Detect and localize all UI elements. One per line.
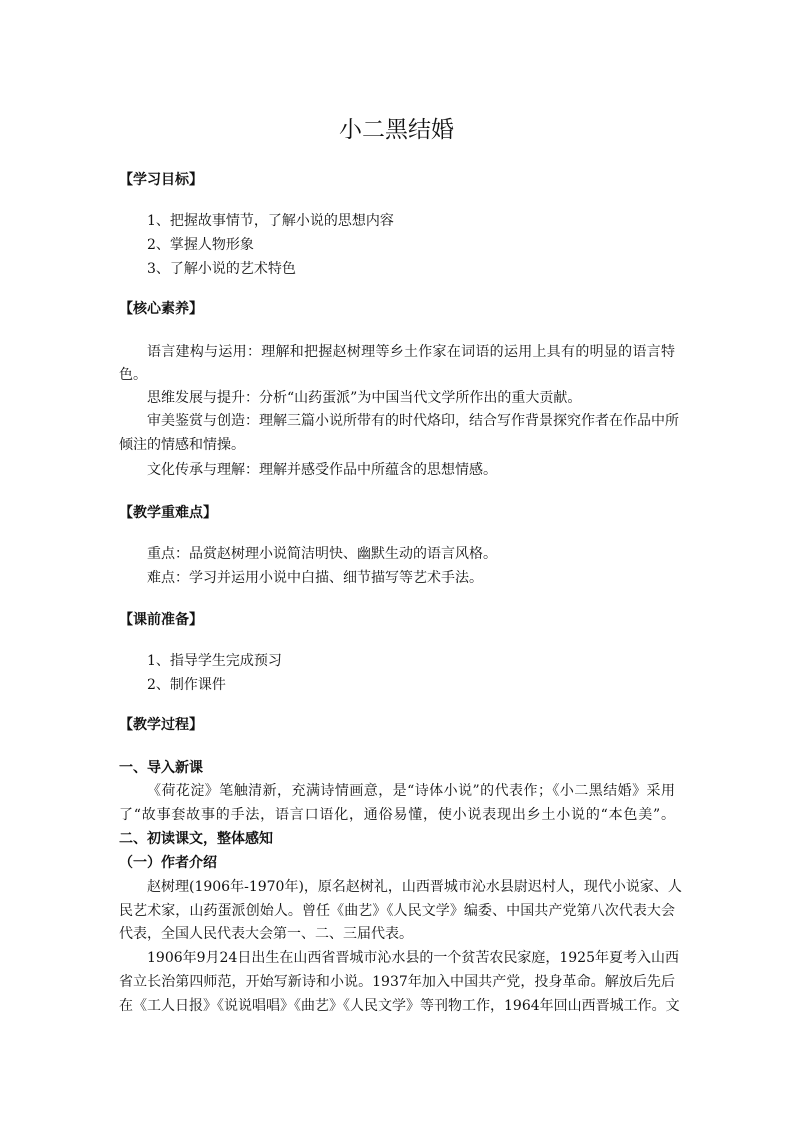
section-heading-core: 【核心素养】: [119, 301, 203, 317]
core-line: 倾注的情感和情操。: [119, 437, 245, 453]
goal-item: 3、了解小说的艺术特色: [147, 261, 296, 277]
goal-item: 2、掌握人物形象: [147, 237, 254, 253]
author-line: 代表，全国人民代表大会第一、二、三届代表。: [119, 926, 413, 942]
author-line: 在《工人日报》《说说唱唱》《曲艺》《人民文学》等刊物工作，1964年回山西晋城工作。文: [119, 998, 680, 1014]
intro-line: 《荷花淀》笔触清新，充满诗情画意，是“诗体小说”的代表作；《小二黑结婚》采用: [147, 783, 675, 799]
core-line: 思维发展与提升：分析“山药蛋派”为中国当代文学所作出的重大贡献。: [147, 390, 582, 406]
author-line: 1906年9月24日出生在山西省晋城市沁水县的一个贫苦农民家庭，1925年夏考入山西: [147, 950, 679, 966]
keypoint-line: 难点：学习并运用小说中白描、细节描写等艺术手法。: [147, 570, 483, 586]
process-subheading-reading: 二、初读课文，整体感知: [119, 831, 273, 847]
author-line: 赵树理(1906年-1970年)，原名赵树礼，山西晋城市沁水县尉迟村人，现代小说家、人: [147, 879, 682, 895]
section-heading-prep: 【课前准备】: [119, 612, 203, 628]
process-subheading-author: （一）作者介绍: [119, 855, 217, 871]
core-line: 文化传承与理解：理解并感受作品中所蕴含的思想情感。: [147, 462, 497, 478]
prep-item: 1、指导学生完成预习: [147, 653, 282, 669]
process-subheading-intro: 一、导入新课: [119, 760, 203, 776]
author-line: 省立长治第四师范，开始写新诗和小说。1937年加入中国共产党，投身革命。解放后先后: [119, 974, 675, 990]
section-heading-process: 【教学过程】: [119, 717, 203, 733]
prep-item: 2、制作课件: [147, 677, 226, 693]
keypoint-line: 重点：品赏赵树理小说简洁明快、幽默生动的语言风格。: [147, 546, 497, 562]
intro-line: 了“故事套故事的手法，语言口语化，通俗易懂，使小说表现出乡土小说的“本色美”。: [119, 807, 675, 823]
goal-item: 1、把握故事情节，了解小说的思想内容: [147, 213, 394, 229]
author-line: 民艺术家，山药蛋派创始人。曾任《曲艺》《人民文学》编委、中国共产党第八次代表大会: [119, 903, 675, 919]
core-line: 审美鉴赏与创造：理解三篇小说所带有的时代烙印，结合写作背景探究作者在作品中所: [147, 413, 679, 429]
core-line: 色。: [119, 367, 147, 383]
section-heading-keypoints: 【教学重难点】: [119, 505, 217, 521]
core-line: 语言建构与运用：理解和把握赵树理等乡土作家在词语的运用上具有的明显的语言特: [147, 344, 675, 360]
page-title: 小二黑结婚: [339, 117, 454, 143]
section-heading-goals: 【学习目标】: [119, 172, 203, 188]
